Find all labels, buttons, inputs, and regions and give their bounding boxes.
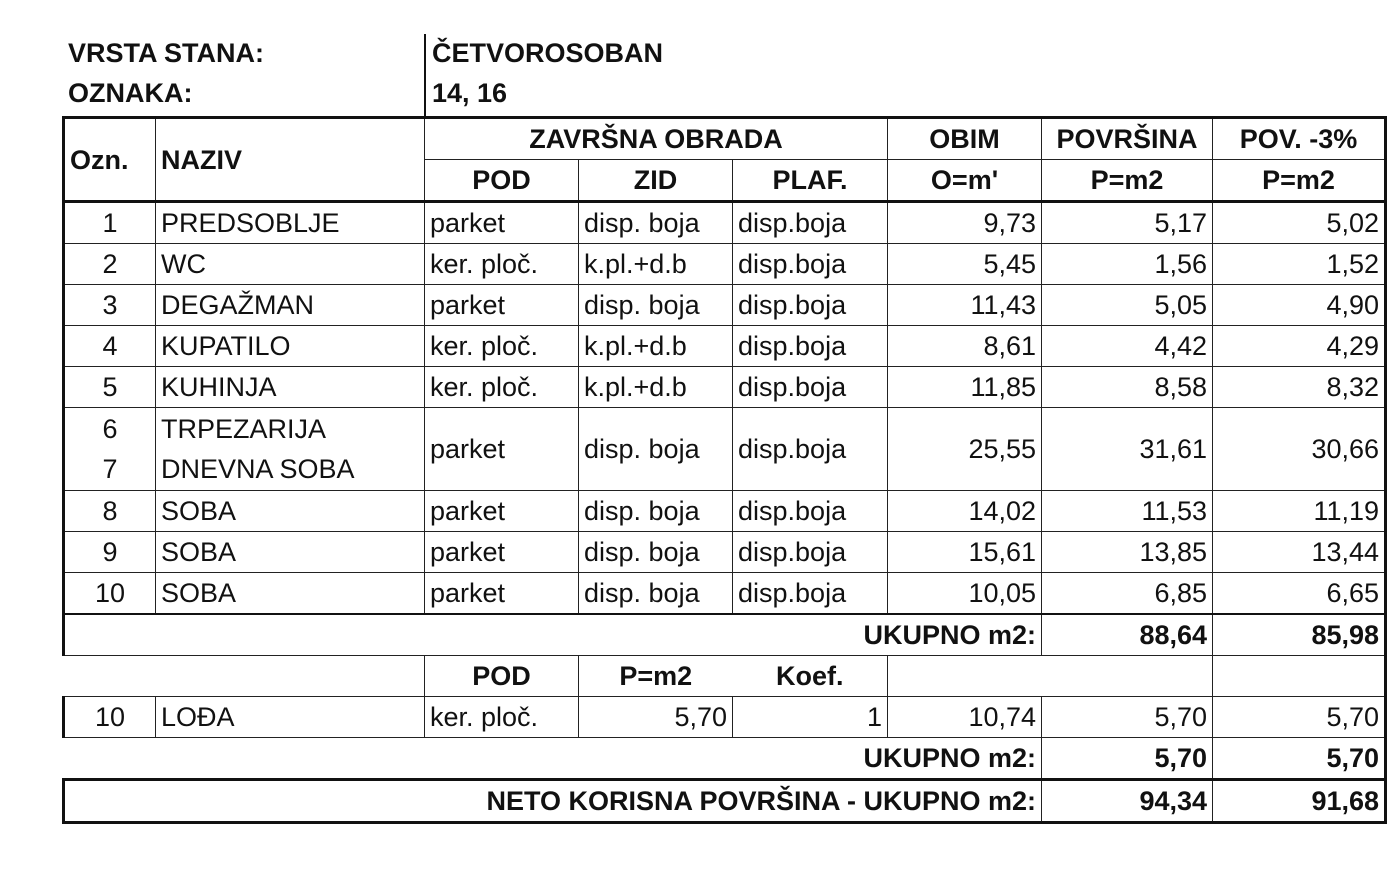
col-obim: OBIM [888,118,1042,160]
room-plaf: disp.boja [733,202,888,244]
table-row-merged [64,408,1386,491]
room-plaf: disp.boja [733,532,888,573]
loggia-naziv: LOĐA [156,697,425,738]
neto-pov3: 91,68 [1213,780,1386,823]
table-row [64,532,1386,573]
room-plaf: disp.boja [733,326,888,367]
col-povrsina-unit: P=m2 [1042,160,1213,202]
room-obim: 14,02 [888,491,1042,532]
room-obim: 11,43 [888,285,1042,326]
table-row [64,326,1386,367]
room-pov3: 1,52 [1213,244,1386,285]
loggia-koef: 1 [733,697,888,738]
room-povrsina: 4,42 [1042,326,1213,367]
room-povrsina: 31,61 [1042,408,1213,491]
room-naziv: KUPATILO [156,326,425,367]
loggia-p: 5,70 [579,697,733,738]
total-povrsina: 88,64 [1042,614,1213,656]
room-pov3: 6,65 [1213,573,1386,615]
type-label: VRSTA STANA: [68,38,264,68]
col-naziv: NAZIV [156,118,425,202]
room-naziv-a: TRPEZARIJA [161,414,327,444]
room-ozn: 8 [64,491,156,532]
room-obim: 25,55 [888,408,1042,491]
room-naziv: DEGAŽMAN [156,285,425,326]
room-povrsina: 5,17 [1042,202,1213,244]
col-plaf: PLAF. [733,160,888,202]
room-zid: disp. boja [579,491,733,532]
room-naziv: PREDSOBLJE [156,202,425,244]
table-row [64,697,1386,738]
total-row [64,614,1386,656]
room-naziv: SOBA [156,573,425,615]
room-obim: 11,85 [888,367,1042,408]
table-row [64,285,1386,326]
room-zid: k.pl.+d.b [579,326,733,367]
table-row [64,367,1386,408]
table-row [64,202,1386,244]
room-pod: parket [425,532,579,573]
room-plaf: disp.boja [733,573,888,615]
room-ozn-b: 7 [102,454,118,484]
loggia-total-row [64,738,1386,780]
room-naziv: KUHINJA [156,367,425,408]
loggia-pov3: 5,70 [1213,697,1386,738]
room-pov3: 4,90 [1213,285,1386,326]
room-pov3: 13,44 [1213,532,1386,573]
room-ozn: 9 [64,532,156,573]
type-value: ČETVOROSOBAN [432,38,664,68]
loggia-col-pod: POD [425,656,579,697]
rooms-table [62,116,1387,824]
loggia-total-povrsina: 5,70 [1042,738,1213,780]
room-povrsina: 11,53 [1042,491,1213,532]
neto-label: NETO KORISNA POVRŠINA - UKUPNO m2: [64,780,1042,823]
loggia-povrsina: 5,70 [1042,697,1213,738]
room-ozn: 2 [64,244,156,285]
room-povrsina: 1,56 [1042,244,1213,285]
room-pod: parket [425,573,579,615]
room-pov3: 11,19 [1213,491,1386,532]
loggia-total-pov3: 5,70 [1213,738,1386,780]
room-povrsina: 8,58 [1042,367,1213,408]
room-pod: ker. ploč. [425,244,579,285]
room-povrsina: 5,05 [1042,285,1213,326]
room-plaf: disp.boja [733,367,888,408]
apartment-header [62,34,1384,116]
neto-row [64,780,1386,823]
table-row [64,573,1386,615]
room-ozn [64,408,156,491]
col-ozn: Ozn. [64,118,156,202]
room-pod: ker. ploč. [425,326,579,367]
room-pod: ker. ploč. [425,367,579,408]
col-pov3-unit: P=m2 [1213,160,1386,202]
loggia-header-row [64,656,1386,697]
room-obim: 15,61 [888,532,1042,573]
room-pod: parket [425,202,579,244]
room-ozn-a: 6 [102,414,118,444]
loggia-obim: 10,74 [888,697,1042,738]
room-zid: disp. boja [579,573,733,615]
mark-label: OZNAKA: [68,78,193,108]
neto-povrsina: 94,34 [1042,780,1213,823]
room-zid: k.pl.+d.b [579,244,733,285]
col-povrsina: POVRŠINA [1042,118,1213,160]
room-pov3: 4,29 [1213,326,1386,367]
room-naziv: SOBA [156,532,425,573]
total-label: UKUPNO m2: [64,614,1042,656]
room-pod: parket [425,285,579,326]
room-obim: 9,73 [888,202,1042,244]
room-ozn: 10 [64,573,156,615]
room-plaf: disp.boja [733,285,888,326]
loggia-total-label: UKUPNO m2: [863,743,1037,773]
room-naziv: WC [156,244,425,285]
room-naziv [156,408,425,491]
room-obim: 8,61 [888,326,1042,367]
room-zid: disp. boja [579,202,733,244]
room-pod: parket [425,408,579,491]
total-pov3: 85,98 [1213,614,1386,656]
loggia-pod: ker. ploč. [425,697,579,738]
column-header-row [64,118,1386,160]
room-zid: disp. boja [579,532,733,573]
loggia-ozn: 10 [64,697,156,738]
col-pov3: POV. -3% [1213,118,1386,160]
room-ozn: 5 [64,367,156,408]
col-pod: POD [425,160,579,202]
room-pov3: 5,02 [1213,202,1386,244]
col-finish: ZAVRŠNA OBRADA [425,118,888,160]
room-zid: k.pl.+d.b [579,367,733,408]
header-divider [424,34,426,116]
room-ozn: 4 [64,326,156,367]
room-pov3: 30,66 [1213,408,1386,491]
room-pov3: 8,32 [1213,367,1386,408]
room-povrsina: 13,85 [1042,532,1213,573]
loggia-col-koef: Koef. [733,656,888,697]
col-obim-unit: O=m' [888,160,1042,202]
room-plaf: disp.boja [733,244,888,285]
table-row [64,491,1386,532]
room-ozn: 1 [64,202,156,244]
room-plaf: disp.boja [733,408,888,491]
room-pod: parket [425,491,579,532]
table-row [64,244,1386,285]
room-zid: disp. boja [579,285,733,326]
room-naziv-b: DNEVNA SOBA [161,454,355,484]
room-obim: 10,05 [888,573,1042,615]
room-plaf: disp.boja [733,491,888,532]
room-povrsina: 6,85 [1042,573,1213,615]
room-naziv: SOBA [156,491,425,532]
mark-value: 14, 16 [432,78,508,108]
room-zid: disp. boja [579,408,733,491]
room-ozn: 3 [64,285,156,326]
room-obim: 5,45 [888,244,1042,285]
apartment-sheet [62,34,1384,824]
col-zid: ZID [579,160,733,202]
loggia-col-p: P=m2 [579,656,733,697]
